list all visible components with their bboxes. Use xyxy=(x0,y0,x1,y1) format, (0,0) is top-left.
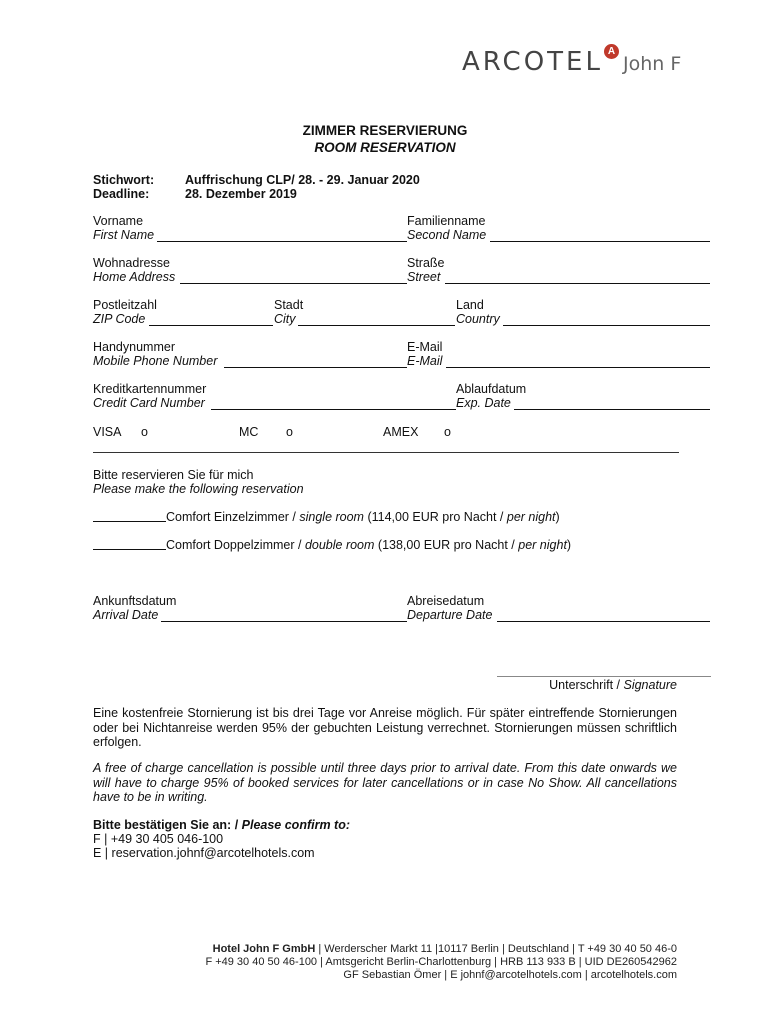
mobile-field[interactable] xyxy=(224,367,407,368)
divider xyxy=(93,452,679,453)
card-visa-label: VISA xyxy=(93,425,122,439)
keyword-value: Auffrischung CLP/ 28. - 29. Januar 2020 xyxy=(185,173,420,187)
deadline-label: Deadline: xyxy=(93,187,150,201)
cancellation-policy-de: Eine kostenfreie Stornierung ist bis drei Tage vor Anreise möglich. Für später eintreffende Stornierungen oder bei Nichtanreise werden 95% der gebuchten Leistung verrechnet. Stornierungen müssen schriftlich erfolgen. xyxy=(93,706,677,749)
confirm-heading xyxy=(93,818,350,832)
single-room-quantity-field[interactable] xyxy=(93,521,166,522)
signature-label xyxy=(549,678,677,692)
card-number-field[interactable] xyxy=(211,409,456,410)
double-room-de: Comfort Doppelzimmer / xyxy=(166,538,305,552)
departure-label-de: Abreisedatum xyxy=(407,594,485,608)
logo-mark-icon: A xyxy=(604,44,619,59)
single-room-option xyxy=(166,510,560,524)
card-label-de: Kreditkartennummer xyxy=(93,382,207,396)
second-name-label-en: Second Name xyxy=(407,228,487,242)
card-label-en: Credit Card Number xyxy=(93,396,205,410)
deadline-value: 28. Dezember 2019 xyxy=(185,187,297,201)
second-name-field[interactable] xyxy=(490,241,710,242)
email-field[interactable] xyxy=(446,367,710,368)
zip-label-de: Postleitzahl xyxy=(93,298,157,312)
street-label-de: Straße xyxy=(407,256,445,270)
country-label-de: Land xyxy=(456,298,484,312)
first-name-label-de: Vorname xyxy=(93,214,144,228)
logo-brand: ARCOTEL xyxy=(462,47,603,77)
email-label-en: E-Mail xyxy=(407,354,443,368)
city-label-de: Stadt xyxy=(274,298,304,312)
footer-line-2: F +49 30 40 50 46-100 | Amtsgericht Berlin-Charlottenburg | HRB 113 933 B | UID DE260542962 xyxy=(205,956,677,968)
reservation-label-de: Bitte reservieren Sie für mich xyxy=(93,468,254,482)
card-mc-label: MC xyxy=(239,425,259,439)
cancellation-policy-en: A free of charge cancellation is possible until three days prior to arrival date. From this date onwards we will have to charge 95% of booked services for later cancellations or in case No Show. All cancellations have to be in writing. xyxy=(93,761,677,804)
title-en: ROOM RESERVATION xyxy=(314,140,456,155)
double-room-close: ) xyxy=(566,538,572,552)
city-label-en: City xyxy=(274,312,296,326)
signature-label-en: Signature xyxy=(623,678,677,692)
mobile-label-en: Mobile Phone Number xyxy=(93,354,218,368)
arrival-date-field[interactable] xyxy=(161,621,407,622)
single-room-close: ) xyxy=(555,510,560,524)
confirm-fax: F | +49 30 405 046-100 xyxy=(93,832,224,846)
single-room-de: Comfort Einzelzimmer / xyxy=(166,510,300,524)
street-field[interactable] xyxy=(445,283,710,284)
card-amex-checkbox[interactable]: o xyxy=(444,425,451,439)
confirm-de: Bitte bestätigen Sie an: / xyxy=(93,818,242,832)
arrival-label-en: Arrival Date xyxy=(93,608,159,622)
card-visa-checkbox[interactable]: o xyxy=(141,425,148,439)
home-address-field[interactable] xyxy=(180,283,407,284)
zip-label-en: ZIP Code xyxy=(93,312,146,326)
double-room-price: (138,00 EUR pro Nacht / xyxy=(374,538,519,552)
single-room-en: single room xyxy=(299,510,364,524)
first-name-field[interactable] xyxy=(157,241,407,242)
double-room-en: double room xyxy=(304,538,375,552)
signature-field[interactable] xyxy=(497,676,711,677)
footer-line-3: GF Sebastian Ömer | E johnf@arcotelhotels.com | arcotelhotels.com xyxy=(343,969,677,981)
departure-label-en: Departure Date xyxy=(407,608,493,622)
confirm-email[interactable]: E | reservation.johnf@arcotelhotels.com xyxy=(93,846,315,860)
street-label-en: Street xyxy=(407,270,441,284)
confirm-en: Please confirm to: xyxy=(241,818,351,832)
double-room-option xyxy=(166,538,571,552)
second-name-label-de: Familienname xyxy=(407,214,486,228)
footer-company: Hotel John F GmbH xyxy=(212,943,316,955)
departure-date-field[interactable] xyxy=(497,621,710,622)
keyword-label: Stichwort: xyxy=(93,173,155,187)
exp-label-de: Ablaufdatum xyxy=(456,382,527,396)
exp-date-field[interactable] xyxy=(514,409,710,410)
first-name-label-en: First Name xyxy=(93,228,155,242)
double-room-per: per night xyxy=(518,538,567,552)
home-address-label-en: Home Address xyxy=(93,270,176,284)
single-room-per: per night xyxy=(506,510,556,524)
mobile-label-de: Handynummer xyxy=(93,340,175,354)
card-mc-checkbox[interactable]: o xyxy=(286,425,293,439)
email-label-de: E-Mail xyxy=(407,340,443,354)
reservation-label-en: Please make the following reservation xyxy=(93,482,304,496)
arcotel-logo xyxy=(462,44,681,77)
home-address-label-de: Wohnadresse xyxy=(93,256,170,270)
signature-label-de: Unterschrift / xyxy=(549,678,624,692)
city-field[interactable] xyxy=(298,325,455,326)
card-amex-label: AMEX xyxy=(383,425,419,439)
logo-sub: John F xyxy=(622,53,682,75)
double-room-quantity-field[interactable] xyxy=(93,549,166,550)
title-de: ZIMMER RESERVIERUNG xyxy=(302,123,468,138)
zip-field[interactable] xyxy=(149,325,273,326)
exp-label-en: Exp. Date xyxy=(456,396,511,410)
footer-line-1-rest: | Werderscher Markt 11 |10117 Berlin | Deutschland | T +49 30 40 50 46-0 xyxy=(315,943,677,955)
footer-line-1 xyxy=(213,943,677,956)
arrival-label-de: Ankunftsdatum xyxy=(93,594,177,608)
country-label-en: Country xyxy=(456,312,500,326)
single-room-price: (114,00 EUR pro Nacht / xyxy=(363,510,507,524)
country-field[interactable] xyxy=(503,325,710,326)
